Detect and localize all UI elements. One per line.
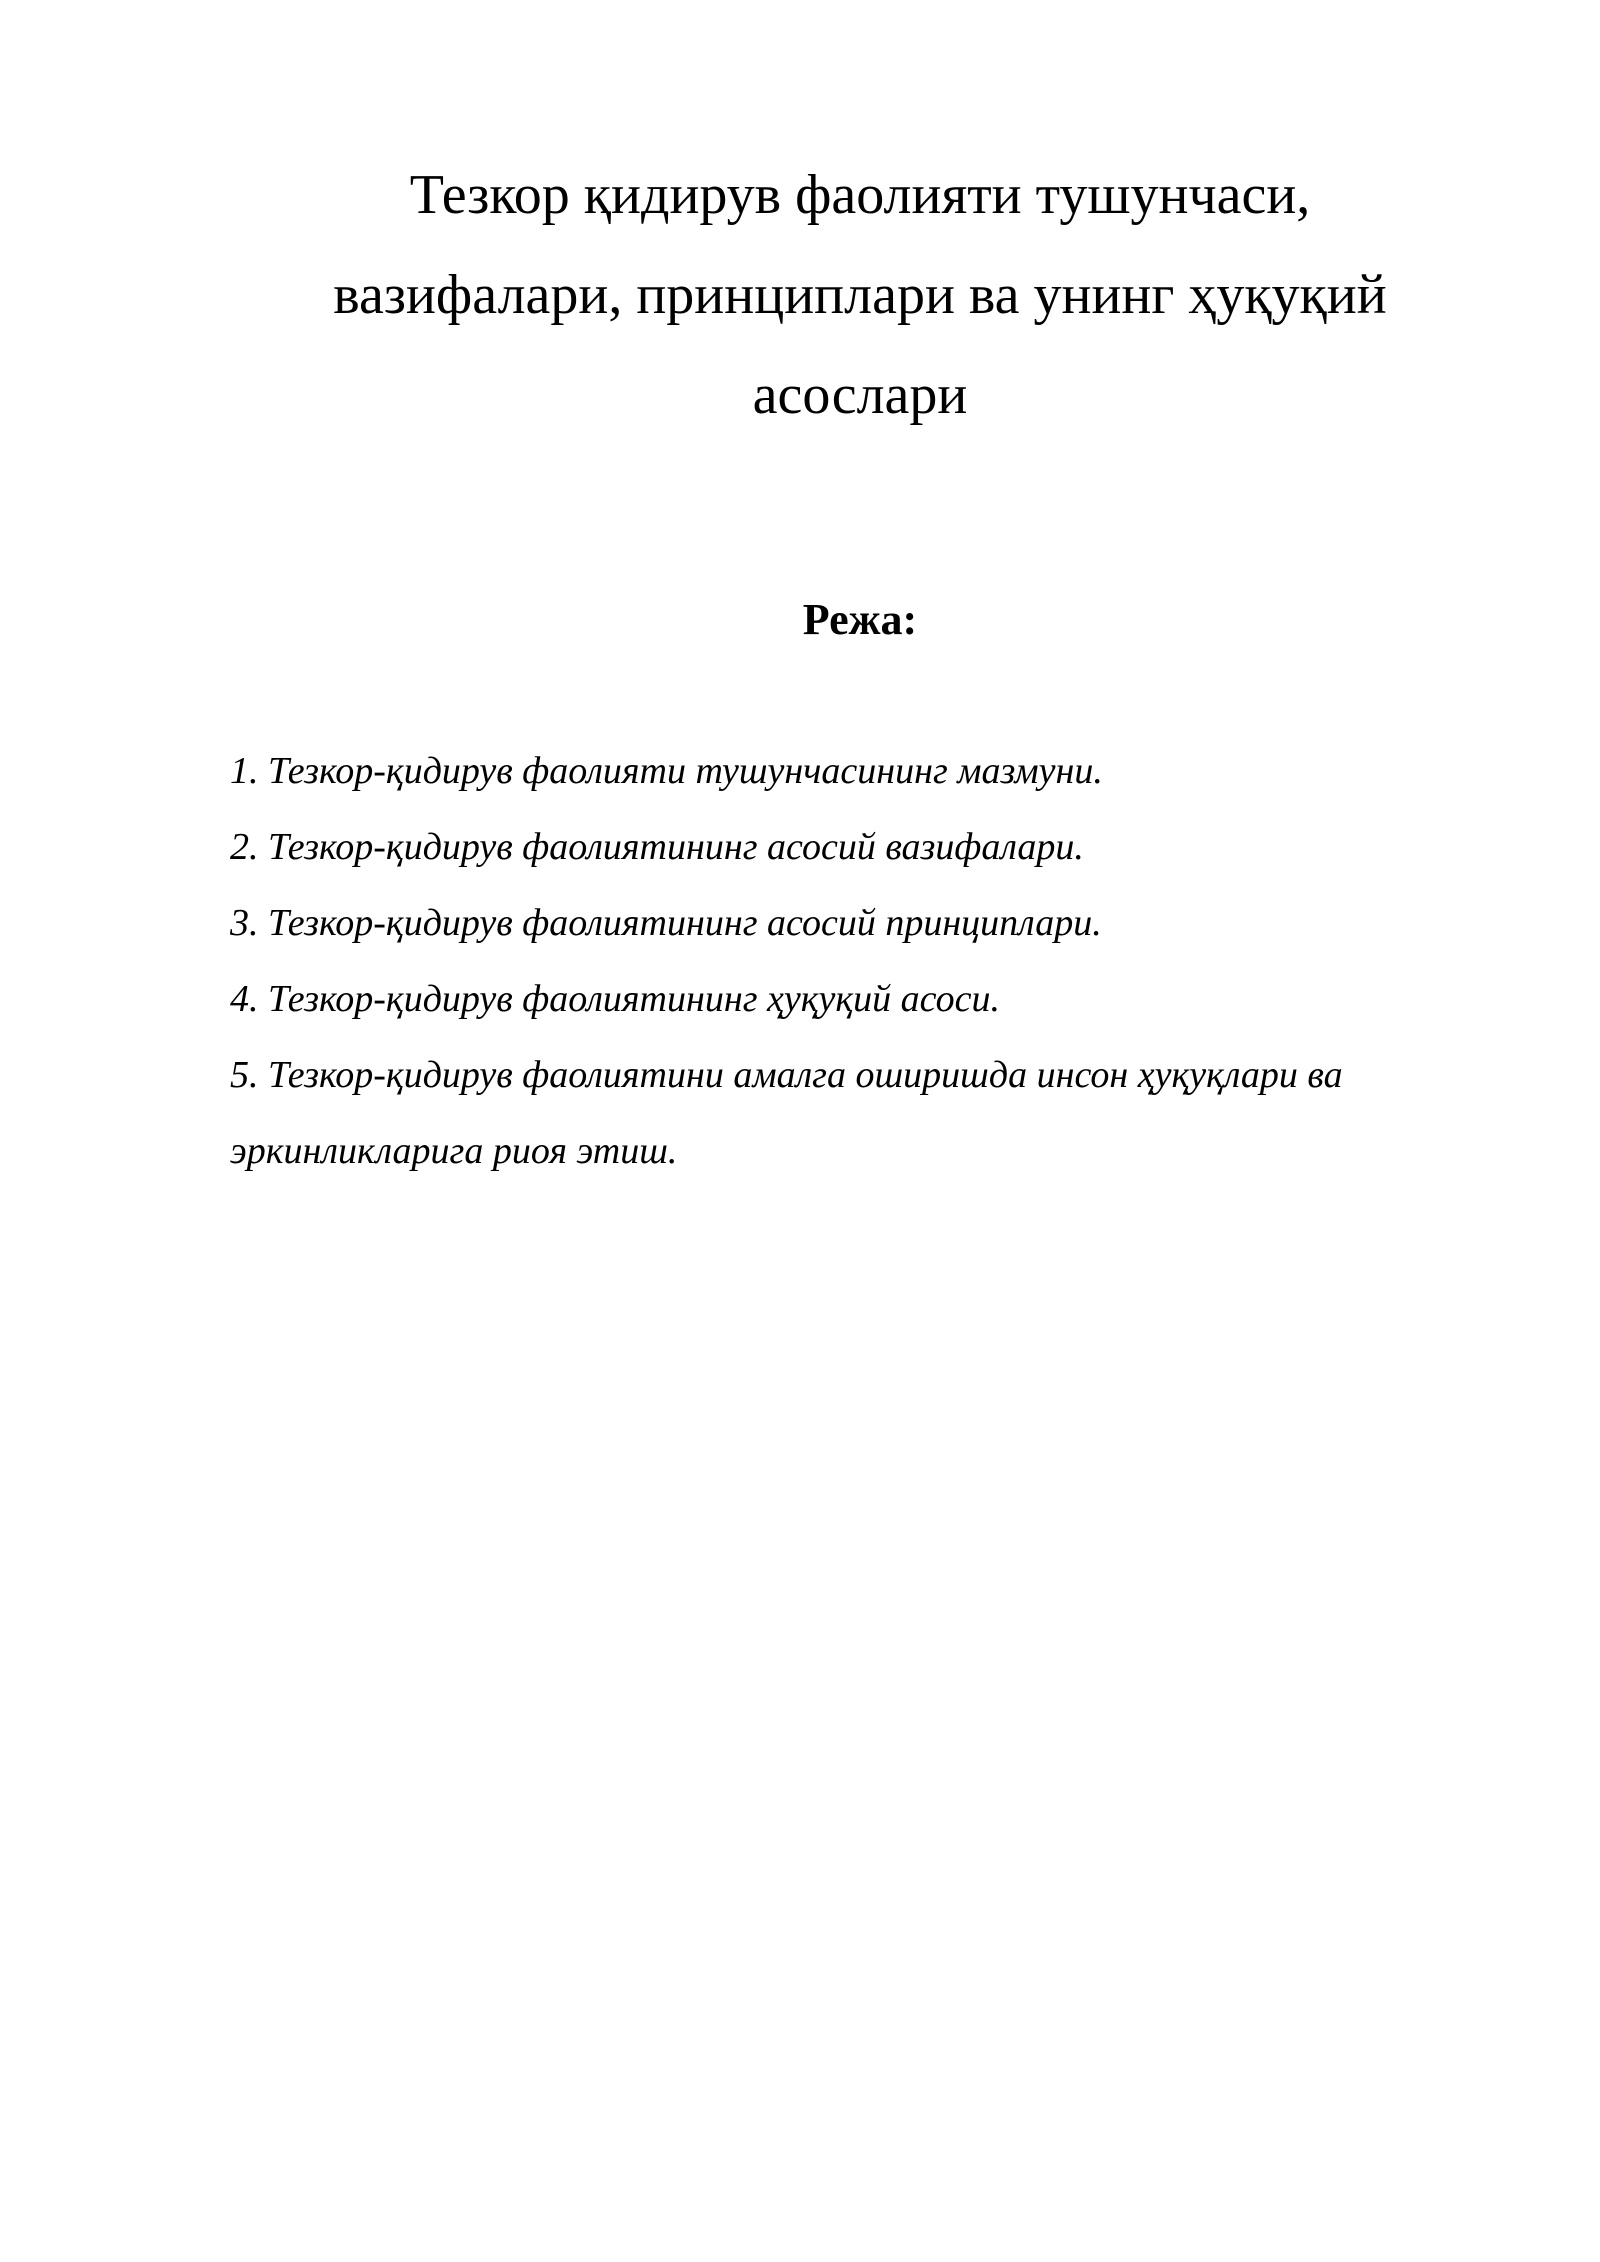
plan-item-text: Тезкор-қидирув фаолиятининг асосий принциплари. bbox=[268, 902, 1102, 944]
plan-item bbox=[230, 961, 1530, 1037]
plan-item bbox=[230, 885, 1530, 961]
plan-item bbox=[230, 1037, 1530, 1189]
plan-item-number: 4. bbox=[230, 978, 259, 1020]
plan-item-number: 5. bbox=[230, 1054, 259, 1096]
plan-item-number: 3. bbox=[230, 902, 259, 944]
plan-item bbox=[230, 733, 1530, 809]
document-title bbox=[200, 145, 1520, 445]
plan-item-text: Тезкор-қидирув фаолияти тушунчасининг мазмуни. bbox=[268, 750, 1103, 792]
title-line: Тезкор қидирув фаолияти тушунчаси, bbox=[409, 164, 1311, 226]
title-line: асослари bbox=[752, 364, 968, 426]
plan-list bbox=[230, 733, 1530, 1189]
plan-item bbox=[230, 809, 1530, 885]
plan-item-text: Тезкор-қидирув фаолиятининг асосий вазифалари. bbox=[268, 826, 1084, 868]
plan-item-text: Тезкор-қидирув фаолиятини амалга оширишда инсон ҳуқуқлари ва эркинликларига риоя этиш. bbox=[230, 1054, 1343, 1172]
plan-item-text: Тезкор-қидирув фаолиятининг ҳуқуқий асоси. bbox=[268, 978, 1000, 1020]
plan-heading: Режа: bbox=[802, 595, 918, 644]
plan-item-number: 2. bbox=[230, 826, 259, 868]
title-line: вазифалари, принциплари ва унинг ҳуқуқий bbox=[333, 264, 1387, 326]
plan-item-number: 1. bbox=[230, 750, 259, 792]
